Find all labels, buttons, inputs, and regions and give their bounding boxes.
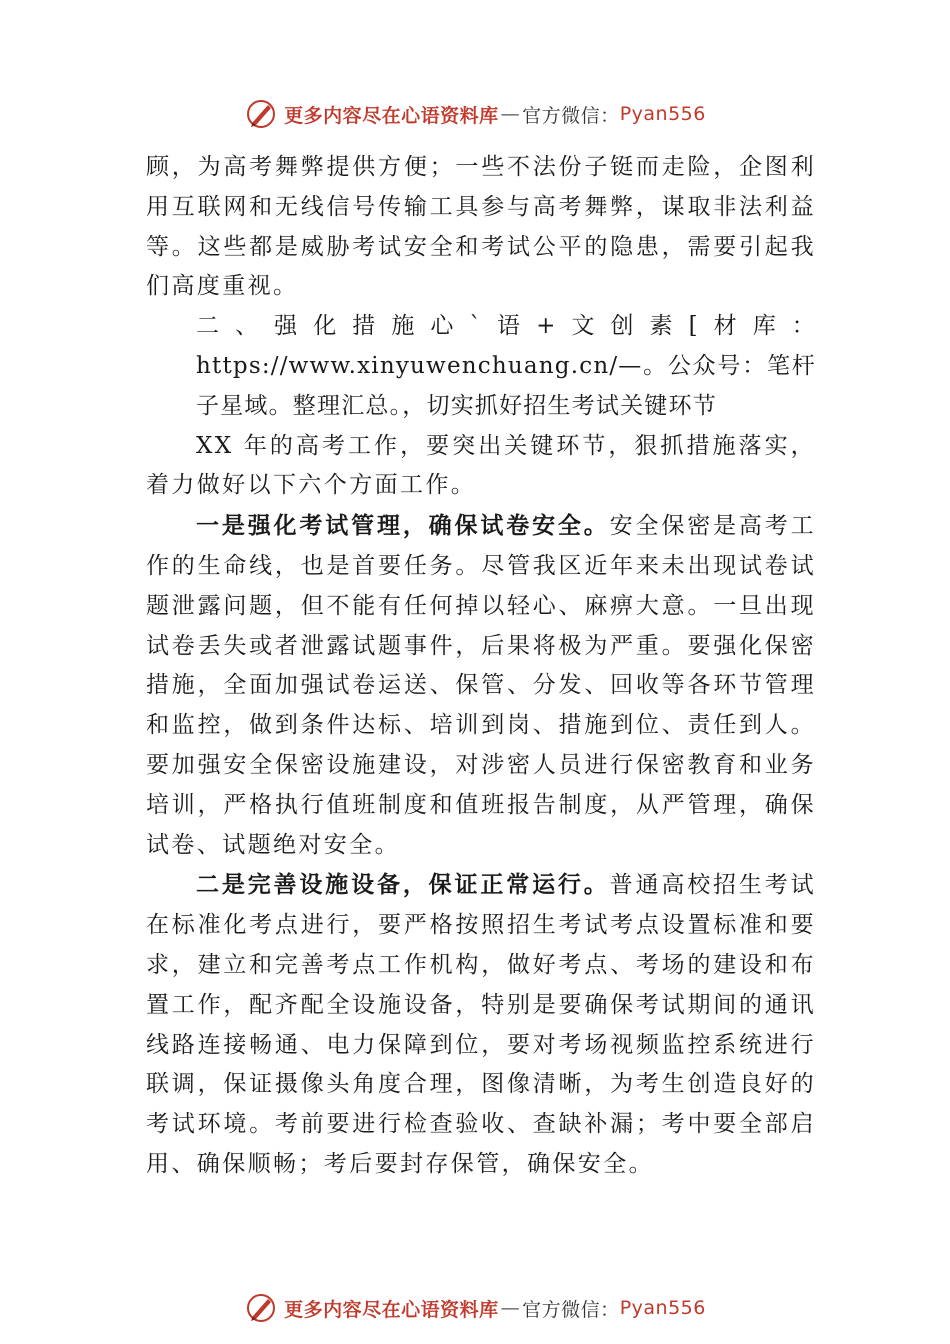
watermark-wechat-id: Pyan556 [619, 103, 706, 125]
point-2-lead: 二是完善设施设备，保证正常运行。 [196, 871, 610, 899]
pen-logo-icon [244, 1291, 278, 1325]
watermark-dash: — [500, 103, 521, 125]
section-heading: 二、强化措施心`语+文创素[材库：https://www.xinyuwenchuang.cn/—。公众号：笔杆子星域。整理汇总。，切实抓好招生考试关键环节 [196, 313, 816, 419]
paragraph-intro: XX 年的高考工作，要突出关键环节，狠抓措施落实，着力做好以下六个方面工作。 [146, 432, 816, 499]
watermark-brand: 更多内容尽在心语资料库 [284, 1298, 499, 1321]
pen-logo-icon [244, 97, 278, 131]
watermark-dash: — [500, 1297, 521, 1319]
watermark-brand: 更多内容尽在心语资料库 [284, 104, 499, 127]
paragraph-point-1 [146, 506, 816, 865]
watermark-official-label: 官方微信： [522, 1298, 620, 1321]
paragraph-continued: 顾，为高考舞弊提供方便；一些不法份子铤而走险，企图利用互联网和无线信号传输工具参与高考舞弊，谋取非法利益等。这些都是威胁考试安全和考试公平的隐患，需要引起我们高度重视。 [146, 154, 816, 300]
paragraph-point-2 [146, 865, 816, 1184]
watermark-wechat-id: Pyan556 [619, 1297, 706, 1319]
watermark-official-label: 官方微信： [522, 104, 620, 127]
document-body [146, 148, 816, 1185]
point-2-text: 普通高校招生考试在标准化考点进行，要严格按照招生考试考点设置标准和要求，建立和完善考点工作机构，做好考点、考场的建设和布置工作，配齐配全设施设备，特别是要确保考试期间的通讯线路连接畅通、电力保障到位，要对考场视频监控系统进行联调，保证摄像头角度合理，图像清晰，为考生创造良好的考试环境。考前要进行检查验收、查缺补漏；考中要全部启用、确保顺畅；考后要封存保管，确保安全。 [146, 872, 817, 1177]
point-1-text: 安全保密是高考工作的生命线，也是首要任务。尽管我区近年来未出现试卷试题泄露问题，但不能有任何掉以轻心、麻痹大意。一旦出现试卷丢失或者泄露试题事件，后果将极为严重。要强化保密措施，全面加强试卷运送、保管、分发、回收等各环节管理和监控，做到条件达标、培训到岗、措施到位、责任到人。 要加强安全保密设施建设，对涉密人员进行保密教育和业务培训，严格执行值班制度和值班报告制度，从严管理，确保试卷、试题绝对安全。 [146, 513, 817, 858]
point-1-lead: 一是强化考试管理，确保试卷安全。 [196, 512, 610, 540]
footer-watermark [0, 1288, 950, 1328]
header-watermark [0, 94, 950, 134]
